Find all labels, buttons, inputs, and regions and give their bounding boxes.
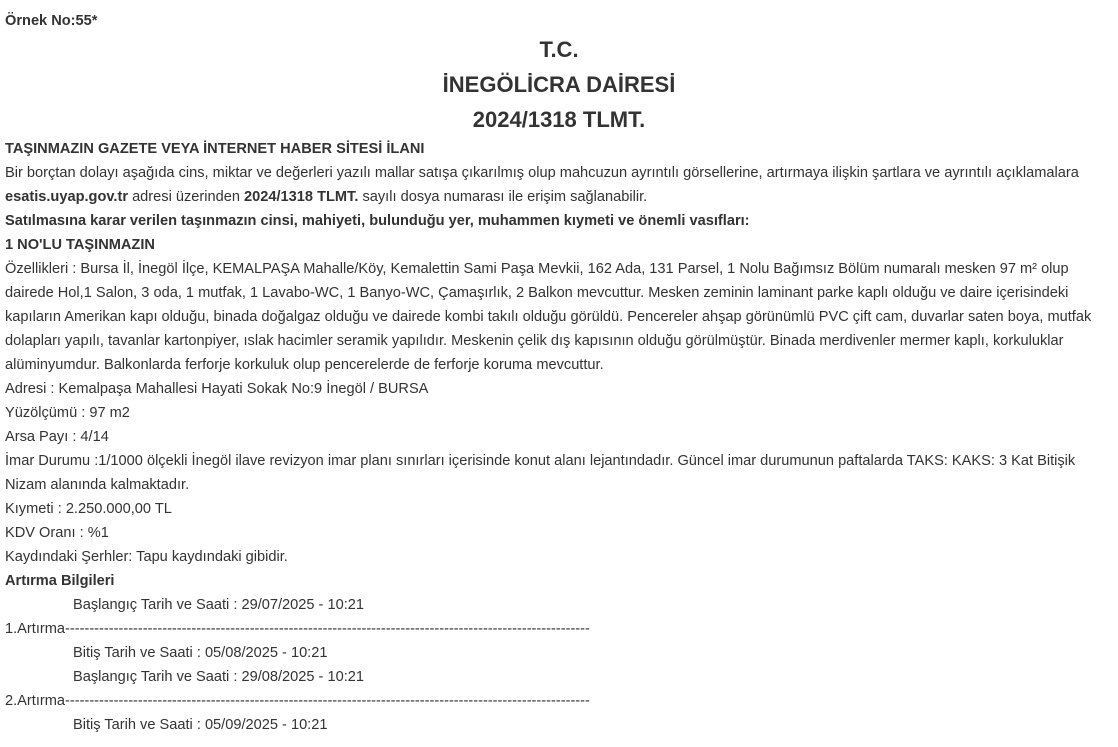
title-office: İNEGÖLİCRA DAİRESİ (442, 72, 676, 97)
property-area: Yüzölçümü : 97 m2 (5, 405, 130, 421)
auction-2-dashes: ------------------------------------------------------------------------------------------------------------ (65, 693, 590, 709)
announcement-heading: TAŞINMAZIN GAZETE VEYA İNTERNET HABER SİTESİ İLANI (5, 141, 425, 157)
property-land-share: Arsa Payı : 4/14 (5, 429, 109, 445)
property-address: Adresi : Kemalpaşa Mahallesi Hayati Sokak No:9 İnegöl / BURSA (5, 381, 429, 397)
intro-text-3: sayılı dosya numarası ile erişim sağlanabilir. (358, 189, 648, 205)
example-number: Örnek No:55* (5, 13, 98, 29)
auction-1-end: Bitiş Tarih ve Saati : 05/08/2025 - 10:21 (73, 645, 328, 661)
auction-1-row (5, 617, 1113, 641)
intro-text-1: Bir borçtan dolayı aşağıda cins, miktar ve değerleri yazılı mallar satışa çıkarılmış olup mahcuzun ayrıntılı görsellerine, artırmaya ilişkin şartlara ve ayrıntılı açıklamalara (5, 165, 1079, 181)
title-file-number: 2024/1318 TLMT. (472, 107, 646, 132)
auction-2 (5, 665, 1113, 737)
auction-1-label: 1.Artırma (5, 621, 66, 637)
property-zoning: İmar Durumu :1/1000 ölçekli İnegöl ilave revizyon imar planı sınırları içerisinde konut alanı lejantındadır. Güncel imar durumunun paftalarda TAKS: KAKS: 3 Kat Bitişik Nizam alanında kalmaktadır. (5, 453, 1076, 493)
auction-2-start: Başlangıç Tarih ve Saati : 29/08/2025 - 10:21 (73, 669, 364, 685)
intro-paragraph (5, 161, 1113, 209)
property-value: Kıymeti : 2.250.000,00 TL (5, 501, 172, 517)
auction-info-heading: Artırma Bilgileri (5, 573, 115, 589)
title-block (5, 32, 1113, 137)
esatis-link[interactable]: esatis.uyap.gov.tr (5, 189, 129, 205)
auction-1 (5, 593, 1113, 665)
auction-1-start: Başlangıç Tarih ve Saati : 29/07/2025 - 10:21 (73, 597, 364, 613)
property-vat: KDV Oranı : %1 (5, 525, 109, 541)
sale-heading: Satılmasına karar verilen taşınmazın cinsi, mahiyeti, bulunduğu yer, muhammen kıymeti ve önemli vasıfları: (5, 213, 750, 229)
intro-text-2: adresi üzerinden (128, 189, 245, 205)
property-annotations: Kaydındaki Şerhler: Tapu kaydındaki gibidir. (5, 549, 288, 565)
title-tc: T.C. (539, 37, 579, 62)
property-heading: 1 NO'LU TAŞINMAZIN (5, 237, 155, 253)
property-features: Özellikleri : Bursa İl, İnegöl İlçe, KEMALPAŞA Mahalle/Köy, Kemalettin Sami Paşa Mevkii, 162 Ada, 131 Parsel, 1 Nolu Bağımsız Bölüm numaralı mesken 97 m² olup dairede Hol,1 Salon, 3 oda, 1 mutfak, 1 Lavabo-WC, 1 Banyo-WC, Çamaşırlık, 2 Balkon mevcuttur. Mesken zeminin laminant parke kaplı olduğu ve daire içerisindeki kapıların Amerikan kapı olduğu, binada doğalgaz olduğu ve dairede kombi takılı olduğu görüldü. Pencereler ahşap görünümlü PVC çift cam, duvarlar saten boya, mutfak dolapları yapılı, tavanlar kartonpiyer, ıslak hacimler seramik yapılıdır. Meskenin çelik dış kapısının olduğu görülmüştür. Binada merdivenler mermer kaplı, korkuluklar alüminyumdur. Balkonlarda ferforje korkuluk olup pencerelerde de ferforje koruma mevcuttur. (5, 261, 1092, 373)
auction-2-label: 2.Artırma (5, 693, 66, 709)
auction-2-row (5, 689, 1113, 713)
auction-1-dashes: ------------------------------------------------------------------------------------------------------------ (65, 621, 590, 637)
intro-file-number: 2024/1318 TLMT. (244, 189, 359, 205)
auction-2-end: Bitiş Tarih ve Saati : 05/09/2025 - 10:21 (73, 717, 328, 733)
